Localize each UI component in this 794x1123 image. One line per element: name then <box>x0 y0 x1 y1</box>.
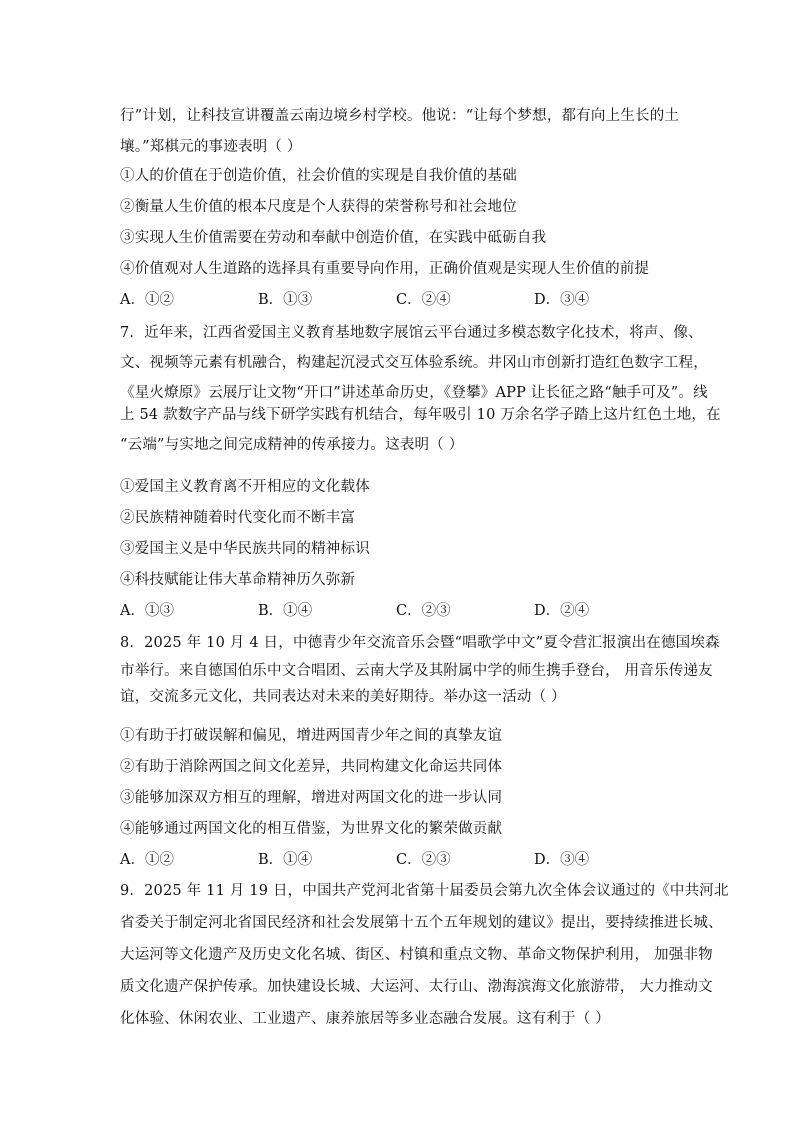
q7-statement-4: ④科技赋能让伟大革命精神历久弥新 <box>120 572 356 588</box>
q8-option-c[interactable]: C．②③ <box>396 852 451 868</box>
q7-option-d[interactable]: D．②④ <box>534 603 590 619</box>
q7-statement-2: ②民族精神随着时代变化而不断丰富 <box>120 510 356 526</box>
q7-stem-line-4: 上 54 款数字产品与线下研学实践有机结合，每年吸引 10 万余名学子踏上这片红色土地，在 <box>120 407 721 423</box>
q8-statement-1: ①有助于打破误解和偏见，增进两国青少年之间的真挚友谊 <box>120 728 503 744</box>
q8-options <box>120 850 690 870</box>
q7-statement-3: ③爱国主义是中华民族共同的精神标识 <box>120 541 370 557</box>
q7-option-a[interactable]: A．①③ <box>120 603 174 619</box>
q9-stem-line-2: 省委关于制定河北省国民经济和社会发展第十五个五年规划的建议》提出，要持续推进长城、 <box>120 915 723 931</box>
q8-stem-line-3: 谊，交流多元文化，共同表达对未来的美好期待。举办这一活动（ ） <box>120 689 566 705</box>
q8-statement-4: ④能够通过两国文化的相互借鉴，为世界文化的繁荣做贡献 <box>120 821 503 837</box>
q6-statement-3: ③实现人生价值需要在劳动和奉献中创造价值，在实践中砥砺自我 <box>120 230 547 246</box>
q7-options <box>120 601 690 621</box>
q6-options <box>120 290 690 310</box>
q7-option-c[interactable]: C．②③ <box>396 603 451 619</box>
q9-stem-line-1: 9．2025 年 11 月 19 日，中国共产党河北省第十届委员会第九次全体会议通过的《中共河北 <box>120 883 729 899</box>
q9-stem-line-4: 质文化遗产保护传承。加快建设长城、大运河、太行山、渤海滨海文化旅游带， 大力推动文 <box>120 979 713 995</box>
q6-stem-line-1: 行”计划，让科技宣讲覆盖云南边境乡村学校。他说：“让每个梦想，都有向上生长的土 <box>120 108 680 124</box>
q7-option-b[interactable]: B．①④ <box>258 603 313 619</box>
q6-option-c[interactable]: C．②④ <box>396 292 451 308</box>
q8-stem-line-1: 8．2025 年 10 月 4 日，中德青少年交流音乐会暨“唱歌学中文”夏令营汇报演出在德国埃森 <box>120 635 720 651</box>
q6-statement-4: ④价值观对人生道路的选择具有重要导向作用，正确价值观是实现人生价值的前提 <box>120 261 650 277</box>
q6-option-d[interactable]: D．③④ <box>534 292 590 308</box>
q7-statement-1: ①爱国主义教育离不开相应的文化载体 <box>120 479 370 495</box>
q6-option-b[interactable]: B．①③ <box>258 292 313 308</box>
q9-stem-line-5: 化体验、休闲农业、工业遗产、康养旅居等多业态融合发展。这有利于（ ） <box>120 1011 610 1027</box>
q7-stem-line-5: “云端”与实地之间完成精神的传承接力。这表明（ ） <box>120 437 464 453</box>
q6-stem-line-2: 壤。”郑棋元的事迹表明（ ） <box>120 139 302 155</box>
q8-stem-line-2: 市举行。来自德国伯乐中文合唱团、云南大学及其附属中学的师生携手登台， 用音乐传递友 <box>120 663 713 679</box>
q8-option-a[interactable]: A．①② <box>120 852 174 868</box>
q6-statement-1: ①人的价值在于创造价值，社会价值的实现是自我价值的基础 <box>120 168 517 184</box>
q8-option-b[interactable]: B．①④ <box>258 852 313 868</box>
q7-stem-line-1: 7．近年来，江西省爱国主义教育基地数字展馆云平台通过多模态数字化技术，将声、像、 <box>120 325 703 341</box>
q8-statement-2: ②有助于消除两国之间文化差异，共同构建文化命运共同体 <box>120 759 503 775</box>
q6-option-a[interactable]: A．①② <box>120 292 174 308</box>
q8-statement-3: ③能够加深双方相互的理解，增进对两国文化的进一步认同 <box>120 790 503 806</box>
q9-stem-line-3: 大运河等文化遗产及历史文化名城、街区、村镇和重点文物、革命文物保护利用， 加强非物 <box>120 947 713 963</box>
q7-stem-line-3: 《星火燎原》云展厅让文物“开口”讲述革命历史，《登攀》APP 让长征之路“触手可及”。线 <box>120 385 708 401</box>
q6-statement-2: ②衡量人生价值的根本尺度是个人获得的荣誉称号和社会地位 <box>120 199 517 215</box>
q8-option-d[interactable]: D．③④ <box>534 852 590 868</box>
q7-stem-line-2: 文、视频等元素有机融合，构建起沉浸式交互体验系统。井冈山市创新打造红色数字工程， <box>120 355 708 371</box>
